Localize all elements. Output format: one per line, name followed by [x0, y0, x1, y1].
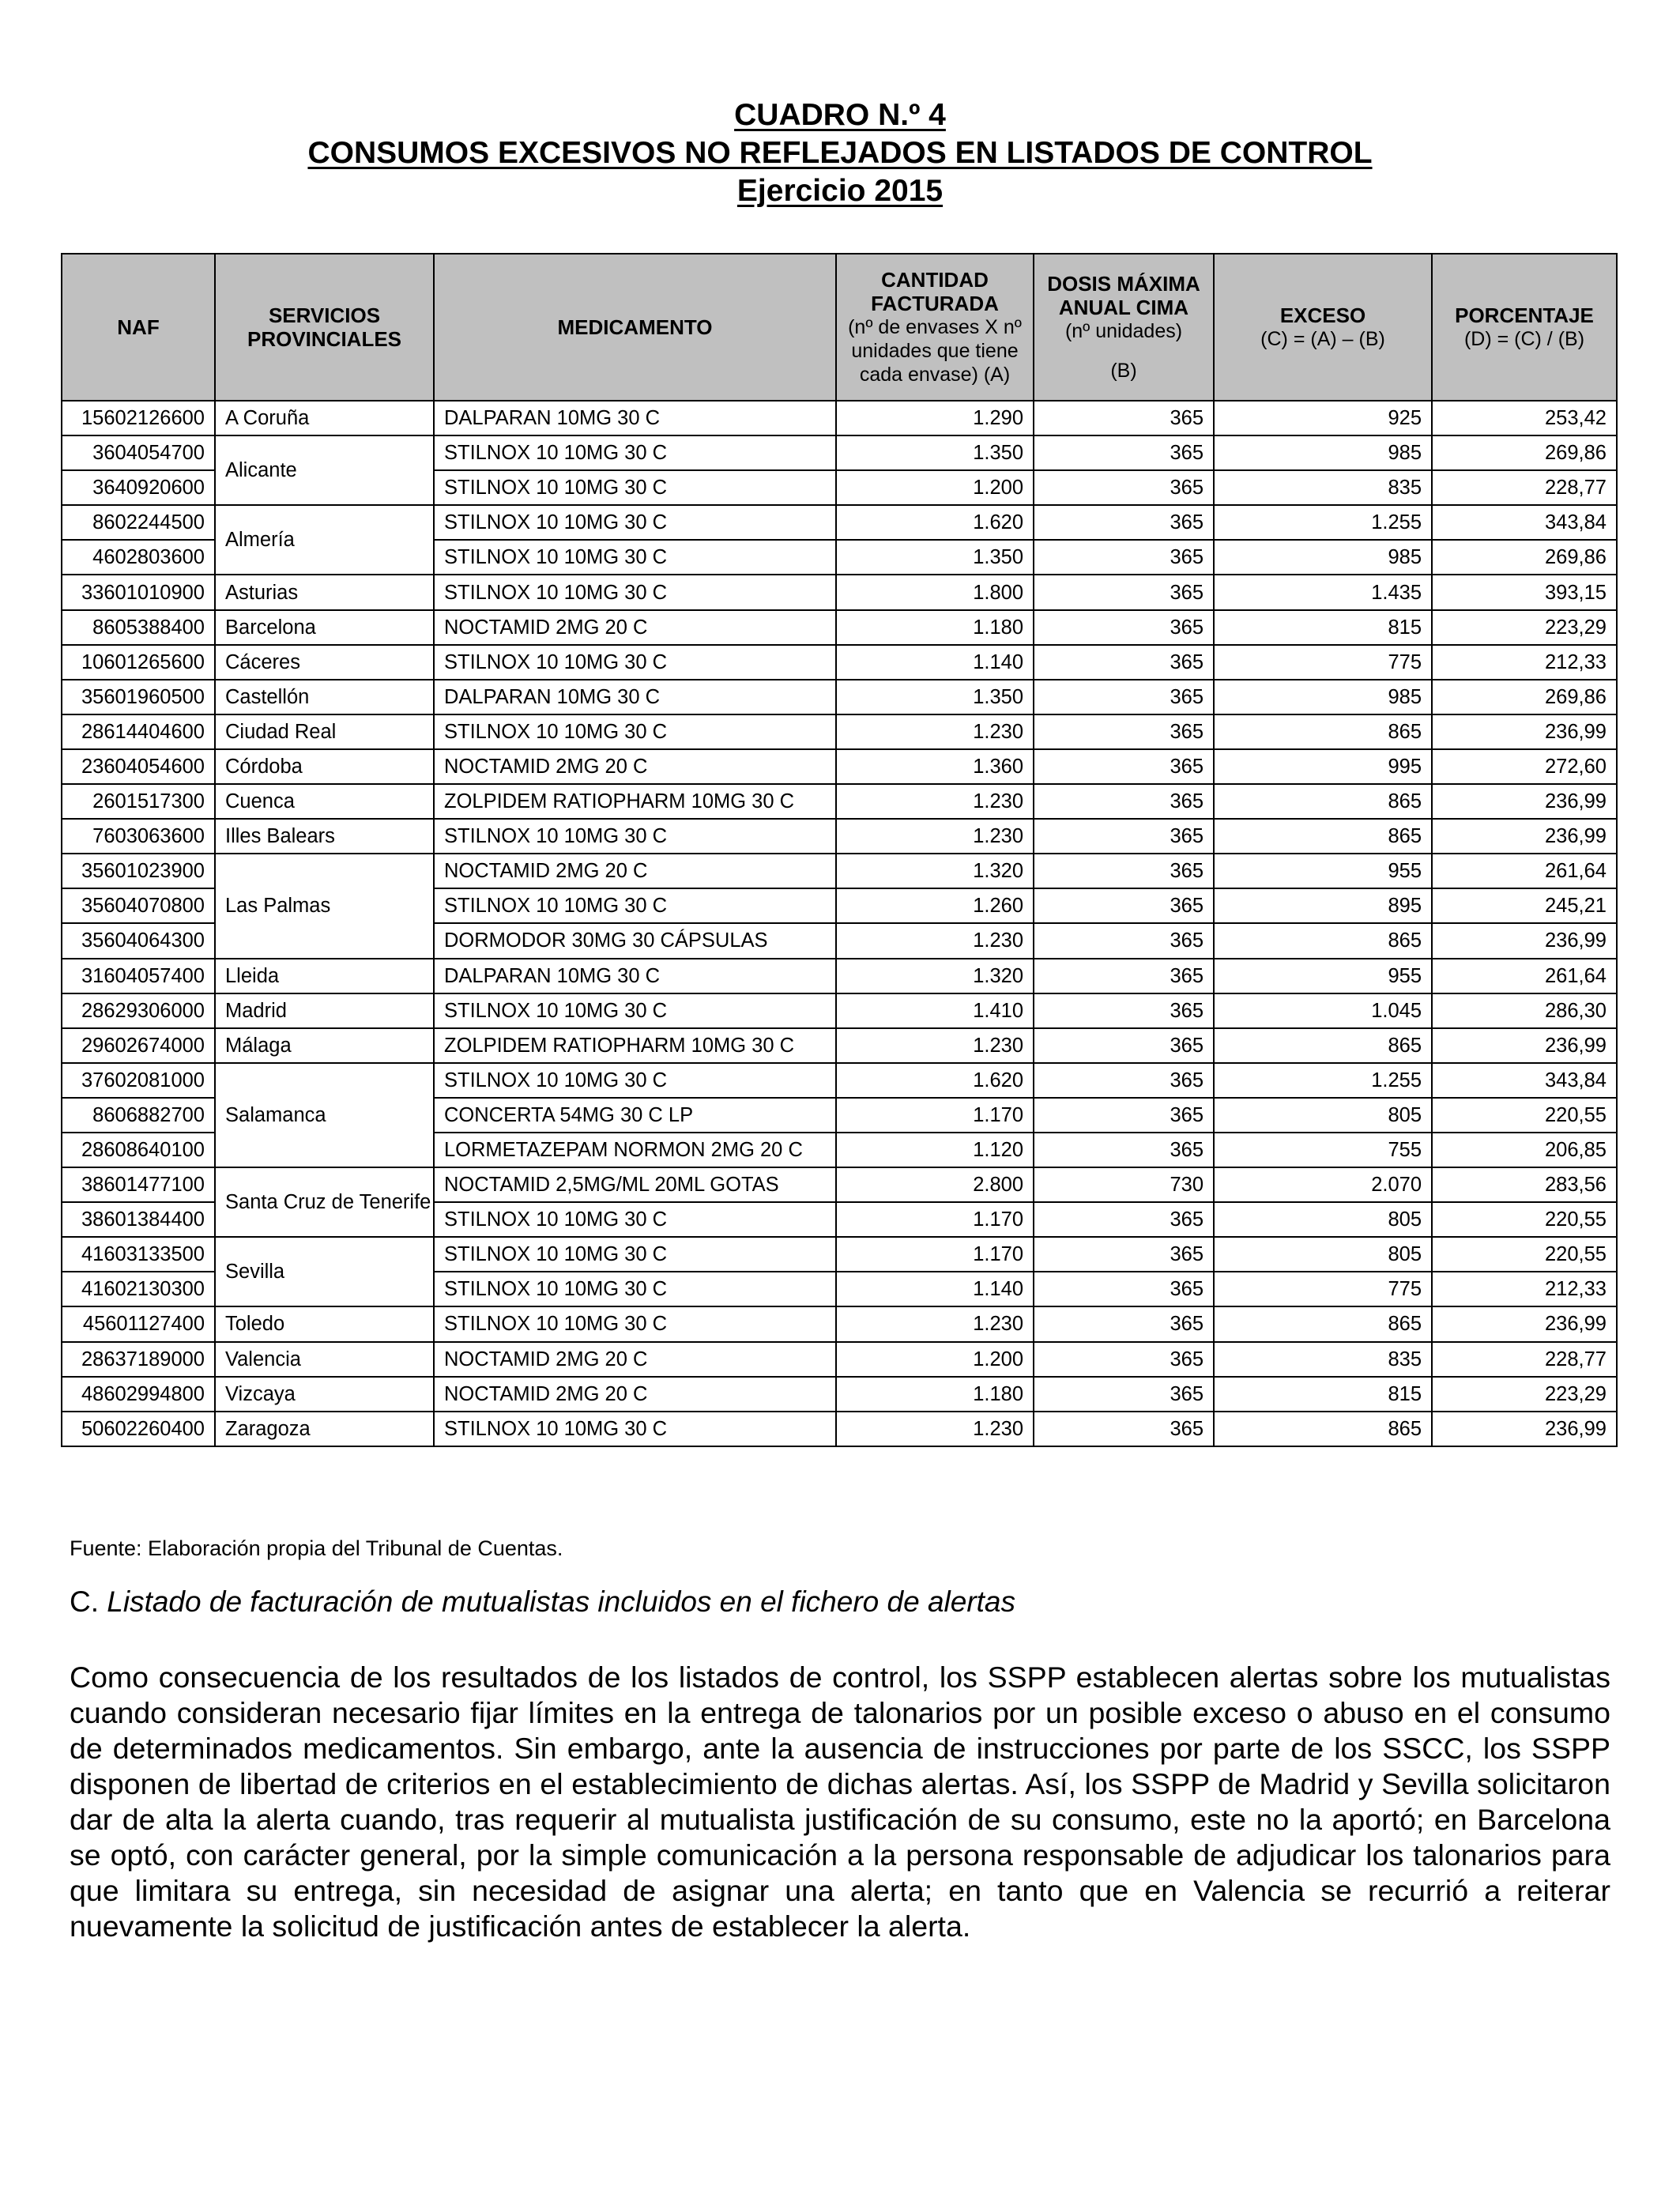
naf-cell: 15602126600: [62, 401, 215, 435]
naf-cell: 3640920600: [62, 470, 215, 505]
servicio-provincial-cell: Madrid: [215, 993, 434, 1028]
exceso-cell: 985: [1214, 435, 1432, 470]
medicamento-cell: DALPARAN 10MG 30 C: [434, 401, 836, 435]
servicio-provincial-cell: Sevilla: [215, 1237, 434, 1306]
medicamento-cell: STILNOX 10 10MG 30 C: [434, 714, 836, 749]
exceso-cell: 925: [1214, 401, 1432, 435]
naf-cell: 28637189000: [62, 1342, 215, 1377]
exceso-cell: 955: [1214, 959, 1432, 993]
dosis-cell: 365: [1034, 1028, 1214, 1063]
exceso-cell: 815: [1214, 1377, 1432, 1412]
naf-cell: 41603133500: [62, 1237, 215, 1272]
exceso-cell: 2.070: [1214, 1167, 1432, 1202]
dosis-cell: 365: [1034, 749, 1214, 784]
table-body: [62, 401, 1617, 1446]
dosis-cell: 365: [1034, 888, 1214, 923]
medicamento-cell: STILNOX 10 10MG 30 C: [434, 505, 836, 540]
dosis-cell: 365: [1034, 1202, 1214, 1237]
cantidad-cell: 1.180: [836, 1377, 1034, 1412]
medicamento-cell: STILNOX 10 10MG 30 C: [434, 1412, 836, 1446]
exceso-cell: 955: [1214, 854, 1432, 888]
exceso-cell: 995: [1214, 749, 1432, 784]
porcentaje-cell: 236,99: [1432, 1028, 1617, 1063]
porcentaje-cell: 228,77: [1432, 1342, 1617, 1377]
exceso-cell: 895: [1214, 888, 1432, 923]
dosis-cell: 365: [1034, 714, 1214, 749]
porcentaje-cell: 220,55: [1432, 1098, 1617, 1133]
porcentaje-cell: 393,15: [1432, 575, 1617, 609]
dosis-cell: 365: [1034, 1306, 1214, 1341]
cantidad-cell: 1.290: [836, 401, 1034, 435]
table-row: [62, 749, 1617, 784]
table-row: [62, 714, 1617, 749]
table-row: [62, 959, 1617, 993]
porcentaje-cell: 286,30: [1432, 993, 1617, 1028]
exceso-cell: 775: [1214, 1272, 1432, 1306]
naf-cell: 10601265600: [62, 645, 215, 680]
porcentaje-cell: 343,84: [1432, 1063, 1617, 1098]
naf-cell: 2601517300: [62, 784, 215, 819]
medicamento-cell: DORMODOR 30MG 30 CÁPSULAS: [434, 923, 836, 958]
servicio-provincial-cell: Ciudad Real: [215, 714, 434, 749]
body-paragraph: Como consecuencia de los resultados de los listados de control, los SSPP establecen alertas sobre los mutualistas cuando consideran necesario fijar límites en la entrega de talonarios por un posible exceso o abuso en el consumo de determinados medicamentos. Sin embargo, ante la ausencia de instrucciones por parte de los SSCC, los SSPP disponen de libertad de criterios en el establecimiento de dichas alertas. Así, los SSPP de Madrid y Sevilla solicitaron dar de alta la alerta cuando, tras requerir al mutualista justificación de su consumo, este no la aportó; en Barcelona se optó, con carácter general, por la simple comunicación a la persona responsable de adjudicar los talonarios para que limitara su entrega, sin necesidad de asignar una alerta; en tanto que en Valencia se recurrió a reiterar nuevamente la solicitud de justificación antes de establecer la alerta.: [70, 1661, 1610, 1943]
cantidad-cell: 1.350: [836, 680, 1034, 714]
naf-cell: 38601477100: [62, 1167, 215, 1202]
naf-cell: 35604064300: [62, 923, 215, 958]
porcentaje-cell: 236,99: [1432, 784, 1617, 819]
medicamento-cell: DALPARAN 10MG 30 C: [434, 959, 836, 993]
cantidad-cell: 1.170: [836, 1237, 1034, 1272]
servicio-provincial-cell: A Coruña: [215, 401, 434, 435]
table-row: [62, 680, 1617, 714]
servicio-provincial-cell: Las Palmas: [215, 854, 434, 958]
header-porcentaje: PORCENTAJE (D) = (C) / (B): [1432, 254, 1617, 401]
dosis-cell: 365: [1034, 993, 1214, 1028]
cantidad-cell: 1.230: [836, 1028, 1034, 1063]
dosis-cell: 365: [1034, 1133, 1214, 1167]
exceso-cell: 805: [1214, 1202, 1432, 1237]
medicamento-cell: STILNOX 10 10MG 30 C: [434, 1063, 836, 1098]
servicio-provincial-cell: Valencia: [215, 1342, 434, 1377]
medicamento-cell: STILNOX 10 10MG 30 C: [434, 435, 836, 470]
table-row: [62, 505, 1617, 540]
servicio-provincial-cell: Málaga: [215, 1028, 434, 1063]
porcentaje-cell: 212,33: [1432, 645, 1617, 680]
medicamento-cell: STILNOX 10 10MG 30 C: [434, 575, 836, 609]
medicamento-cell: NOCTAMID 2MG 20 C: [434, 1342, 836, 1377]
exceso-cell: 835: [1214, 1342, 1432, 1377]
porcentaje-cell: 212,33: [1432, 1272, 1617, 1306]
porcentaje-cell: 272,60: [1432, 749, 1617, 784]
dosis-cell: 365: [1034, 854, 1214, 888]
exceso-cell: 865: [1214, 1306, 1432, 1341]
medicamento-cell: NOCTAMID 2MG 20 C: [434, 610, 836, 645]
porcentaje-cell: 261,64: [1432, 854, 1617, 888]
dosis-cell: 365: [1034, 575, 1214, 609]
cantidad-cell: 1.140: [836, 1272, 1034, 1306]
dosis-cell: 365: [1034, 819, 1214, 854]
cantidad-cell: 1.230: [836, 784, 1034, 819]
dosis-cell: 365: [1034, 1098, 1214, 1133]
table-number-title: CUADRO N.º 4: [734, 98, 946, 132]
servicio-provincial-cell: Toledo: [215, 1306, 434, 1341]
exceso-cell: 1.435: [1214, 575, 1432, 609]
cantidad-cell: 1.260: [836, 888, 1034, 923]
cantidad-cell: 1.230: [836, 819, 1034, 854]
naf-cell: 3604054700: [62, 435, 215, 470]
porcentaje-cell: 236,99: [1432, 1412, 1617, 1446]
dosis-cell: 730: [1034, 1167, 1214, 1202]
medicamento-cell: STILNOX 10 10MG 30 C: [434, 470, 836, 505]
table-row: [62, 1237, 1617, 1272]
porcentaje-cell: 261,64: [1432, 959, 1617, 993]
dosis-cell: 365: [1034, 1412, 1214, 1446]
naf-cell: 45601127400: [62, 1306, 215, 1341]
exceso-cell: 805: [1214, 1237, 1432, 1272]
table-row: [62, 1028, 1617, 1063]
naf-cell: 35601023900: [62, 854, 215, 888]
dosis-cell: 365: [1034, 1342, 1214, 1377]
exceso-cell: 865: [1214, 1028, 1432, 1063]
cantidad-cell: 1.800: [836, 575, 1034, 609]
exceso-cell: 1.255: [1214, 505, 1432, 540]
porcentaje-cell: 269,86: [1432, 680, 1617, 714]
table-header-row: [62, 254, 1617, 401]
cantidad-cell: 1.620: [836, 1063, 1034, 1098]
medicamento-cell: NOCTAMID 2,5MG/ML 20ML GOTAS: [434, 1167, 836, 1202]
porcentaje-cell: 236,99: [1432, 714, 1617, 749]
table-row: [62, 435, 1617, 470]
cantidad-cell: 1.200: [836, 1342, 1034, 1377]
exceso-cell: 865: [1214, 784, 1432, 819]
servicio-provincial-cell: Zaragoza: [215, 1412, 434, 1446]
naf-cell: 31604057400: [62, 959, 215, 993]
medicamento-cell: STILNOX 10 10MG 30 C: [434, 1306, 836, 1341]
cantidad-cell: 1.230: [836, 923, 1034, 958]
dosis-cell: 365: [1034, 1377, 1214, 1412]
dosis-cell: 365: [1034, 923, 1214, 958]
dosis-cell: 365: [1034, 784, 1214, 819]
table-row: [62, 610, 1617, 645]
header-servicios: SERVICIOS PROVINCIALES: [215, 254, 434, 401]
table-row: [62, 819, 1617, 854]
cantidad-cell: 1.170: [836, 1098, 1034, 1133]
naf-cell: 38601384400: [62, 1202, 215, 1237]
exceso-cell: 755: [1214, 1133, 1432, 1167]
servicio-provincial-cell: Alicante: [215, 435, 434, 505]
dosis-cell: 365: [1034, 401, 1214, 435]
cantidad-cell: 1.620: [836, 505, 1034, 540]
table-row: [62, 1306, 1617, 1341]
naf-cell: 23604054600: [62, 749, 215, 784]
title-block: [0, 96, 1680, 210]
dosis-cell: 365: [1034, 470, 1214, 505]
cantidad-cell: 1.360: [836, 749, 1034, 784]
exceso-cell: 835: [1214, 470, 1432, 505]
servicio-provincial-cell: Córdoba: [215, 749, 434, 784]
dosis-cell: 365: [1034, 610, 1214, 645]
porcentaje-cell: 220,55: [1432, 1202, 1617, 1237]
naf-cell: 4602803600: [62, 540, 215, 575]
medicamento-cell: ZOLPIDEM RATIOPHARM 10MG 30 C: [434, 784, 836, 819]
header-dosis: DOSIS MÁXIMA ANUAL CIMA (nº unidades) (B): [1034, 254, 1214, 401]
consumos-table: [61, 253, 1618, 1447]
servicio-provincial-cell: Barcelona: [215, 610, 434, 645]
header-medicamento: MEDICAMENTO: [434, 254, 836, 401]
naf-cell: 28629306000: [62, 993, 215, 1028]
exceso-cell: 1.255: [1214, 1063, 1432, 1098]
naf-cell: 8602244500: [62, 505, 215, 540]
table-row: [62, 1377, 1617, 1412]
naf-cell: 41602130300: [62, 1272, 215, 1306]
section-heading: [70, 1585, 1015, 1619]
naf-cell: 28608640100: [62, 1133, 215, 1167]
table-row: [62, 1342, 1617, 1377]
cantidad-cell: 2.800: [836, 1167, 1034, 1202]
naf-cell: 33601010900: [62, 575, 215, 609]
naf-cell: 8605388400: [62, 610, 215, 645]
medicamento-cell: NOCTAMID 2MG 20 C: [434, 854, 836, 888]
dosis-cell: 365: [1034, 959, 1214, 993]
medicamento-cell: CONCERTA 54MG 30 C LP: [434, 1098, 836, 1133]
naf-cell: 28614404600: [62, 714, 215, 749]
porcentaje-cell: 228,77: [1432, 470, 1617, 505]
medicamento-cell: STILNOX 10 10MG 30 C: [434, 540, 836, 575]
cantidad-cell: 1.320: [836, 854, 1034, 888]
medicamento-cell: STILNOX 10 10MG 30 C: [434, 645, 836, 680]
dosis-cell: 365: [1034, 645, 1214, 680]
porcentaje-cell: 223,29: [1432, 1377, 1617, 1412]
table-row: [62, 401, 1617, 435]
table-row: [62, 1167, 1617, 1202]
table-year-title: Ejercicio 2015: [736, 174, 944, 208]
cantidad-cell: 1.140: [836, 645, 1034, 680]
cantidad-cell: 1.230: [836, 1412, 1034, 1446]
medicamento-cell: STILNOX 10 10MG 30 C: [434, 819, 836, 854]
servicio-provincial-cell: Cáceres: [215, 645, 434, 680]
table-row: [62, 854, 1617, 888]
exceso-cell: 985: [1214, 680, 1432, 714]
header-exceso: EXCESO (C) = (A) – (B): [1214, 254, 1432, 401]
naf-cell: 8606882700: [62, 1098, 215, 1133]
porcentaje-cell: 236,99: [1432, 1306, 1617, 1341]
naf-cell: 35601960500: [62, 680, 215, 714]
exceso-cell: 865: [1214, 923, 1432, 958]
medicamento-cell: ZOLPIDEM RATIOPHARM 10MG 30 C: [434, 1028, 836, 1063]
porcentaje-cell: 283,56: [1432, 1167, 1617, 1202]
porcentaje-cell: 269,86: [1432, 435, 1617, 470]
naf-cell: 35604070800: [62, 888, 215, 923]
servicio-provincial-cell: Vizcaya: [215, 1377, 434, 1412]
source-note: Fuente: Elaboración propia del Tribunal de Cuentas.: [70, 1536, 563, 1560]
naf-cell: 29602674000: [62, 1028, 215, 1063]
medicamento-cell: STILNOX 10 10MG 30 C: [434, 993, 836, 1028]
dosis-cell: 365: [1034, 1237, 1214, 1272]
porcentaje-cell: 245,21: [1432, 888, 1617, 923]
naf-cell: 48602994800: [62, 1377, 215, 1412]
servicio-provincial-cell: Castellón: [215, 680, 434, 714]
cantidad-cell: 1.200: [836, 470, 1034, 505]
cantidad-cell: 1.320: [836, 959, 1034, 993]
exceso-cell: 815: [1214, 610, 1432, 645]
porcentaje-cell: 236,99: [1432, 819, 1617, 854]
naf-cell: 7603063600: [62, 819, 215, 854]
servicio-provincial-cell: Lleida: [215, 959, 434, 993]
naf-cell: 50602260400: [62, 1412, 215, 1446]
table-row: [62, 784, 1617, 819]
cantidad-cell: 1.230: [836, 1306, 1034, 1341]
cantidad-cell: 1.170: [836, 1202, 1034, 1237]
servicio-provincial-cell: Illes Balears: [215, 819, 434, 854]
cantidad-cell: 1.410: [836, 993, 1034, 1028]
medicamento-cell: STILNOX 10 10MG 30 C: [434, 888, 836, 923]
porcentaje-cell: 253,42: [1432, 401, 1617, 435]
dosis-cell: 365: [1034, 435, 1214, 470]
section-title: Listado de facturación de mutualistas incluidos en el fichero de alertas: [107, 1585, 1016, 1618]
header-naf: NAF: [62, 254, 215, 401]
cantidad-cell: 1.350: [836, 540, 1034, 575]
medicamento-cell: STILNOX 10 10MG 30 C: [434, 1237, 836, 1272]
dosis-cell: 365: [1034, 680, 1214, 714]
medicamento-cell: NOCTAMID 2MG 20 C: [434, 749, 836, 784]
porcentaje-cell: 206,85: [1432, 1133, 1617, 1167]
porcentaje-cell: 343,84: [1432, 505, 1617, 540]
table-main-title: CONSUMOS EXCESIVOS NO REFLEJADOS EN LISTADOS DE CONTROL: [307, 136, 1373, 170]
dosis-cell: 365: [1034, 540, 1214, 575]
servicio-provincial-cell: Santa Cruz de Tenerife: [215, 1167, 434, 1237]
dosis-cell: 365: [1034, 1063, 1214, 1098]
medicamento-cell: LORMETAZEPAM NORMON 2MG 20 C: [434, 1133, 836, 1167]
exceso-cell: 985: [1214, 540, 1432, 575]
exceso-cell: 775: [1214, 645, 1432, 680]
cantidad-cell: 1.350: [836, 435, 1034, 470]
servicio-provincial-cell: Cuenca: [215, 784, 434, 819]
cantidad-cell: 1.120: [836, 1133, 1034, 1167]
section-letter: C.: [70, 1585, 99, 1618]
table-row: [62, 645, 1617, 680]
table-row: [62, 1412, 1617, 1446]
table-row: [62, 993, 1617, 1028]
table-row: [62, 1063, 1617, 1098]
porcentaje-cell: 269,86: [1432, 540, 1617, 575]
cantidad-cell: 1.230: [836, 714, 1034, 749]
header-cantidad: CANTIDAD FACTURADA (nº de envases X nº unidades que tiene cada envase) (A): [836, 254, 1034, 401]
exceso-cell: 805: [1214, 1098, 1432, 1133]
porcentaje-cell: 220,55: [1432, 1237, 1617, 1272]
exceso-cell: 865: [1214, 714, 1432, 749]
table-row: [62, 575, 1617, 609]
dosis-cell: 365: [1034, 505, 1214, 540]
exceso-cell: 1.045: [1214, 993, 1432, 1028]
medicamento-cell: DALPARAN 10MG 30 C: [434, 680, 836, 714]
servicio-provincial-cell: Almería: [215, 505, 434, 575]
medicamento-cell: STILNOX 10 10MG 30 C: [434, 1202, 836, 1237]
exceso-cell: 865: [1214, 1412, 1432, 1446]
naf-cell: 37602081000: [62, 1063, 215, 1098]
porcentaje-cell: 236,99: [1432, 923, 1617, 958]
porcentaje-cell: 223,29: [1432, 610, 1617, 645]
cantidad-cell: 1.180: [836, 610, 1034, 645]
medicamento-cell: STILNOX 10 10MG 30 C: [434, 1272, 836, 1306]
servicio-provincial-cell: Salamanca: [215, 1063, 434, 1167]
dosis-cell: 365: [1034, 1272, 1214, 1306]
medicamento-cell: NOCTAMID 2MG 20 C: [434, 1377, 836, 1412]
exceso-cell: 865: [1214, 819, 1432, 854]
servicio-provincial-cell: Asturias: [215, 575, 434, 609]
